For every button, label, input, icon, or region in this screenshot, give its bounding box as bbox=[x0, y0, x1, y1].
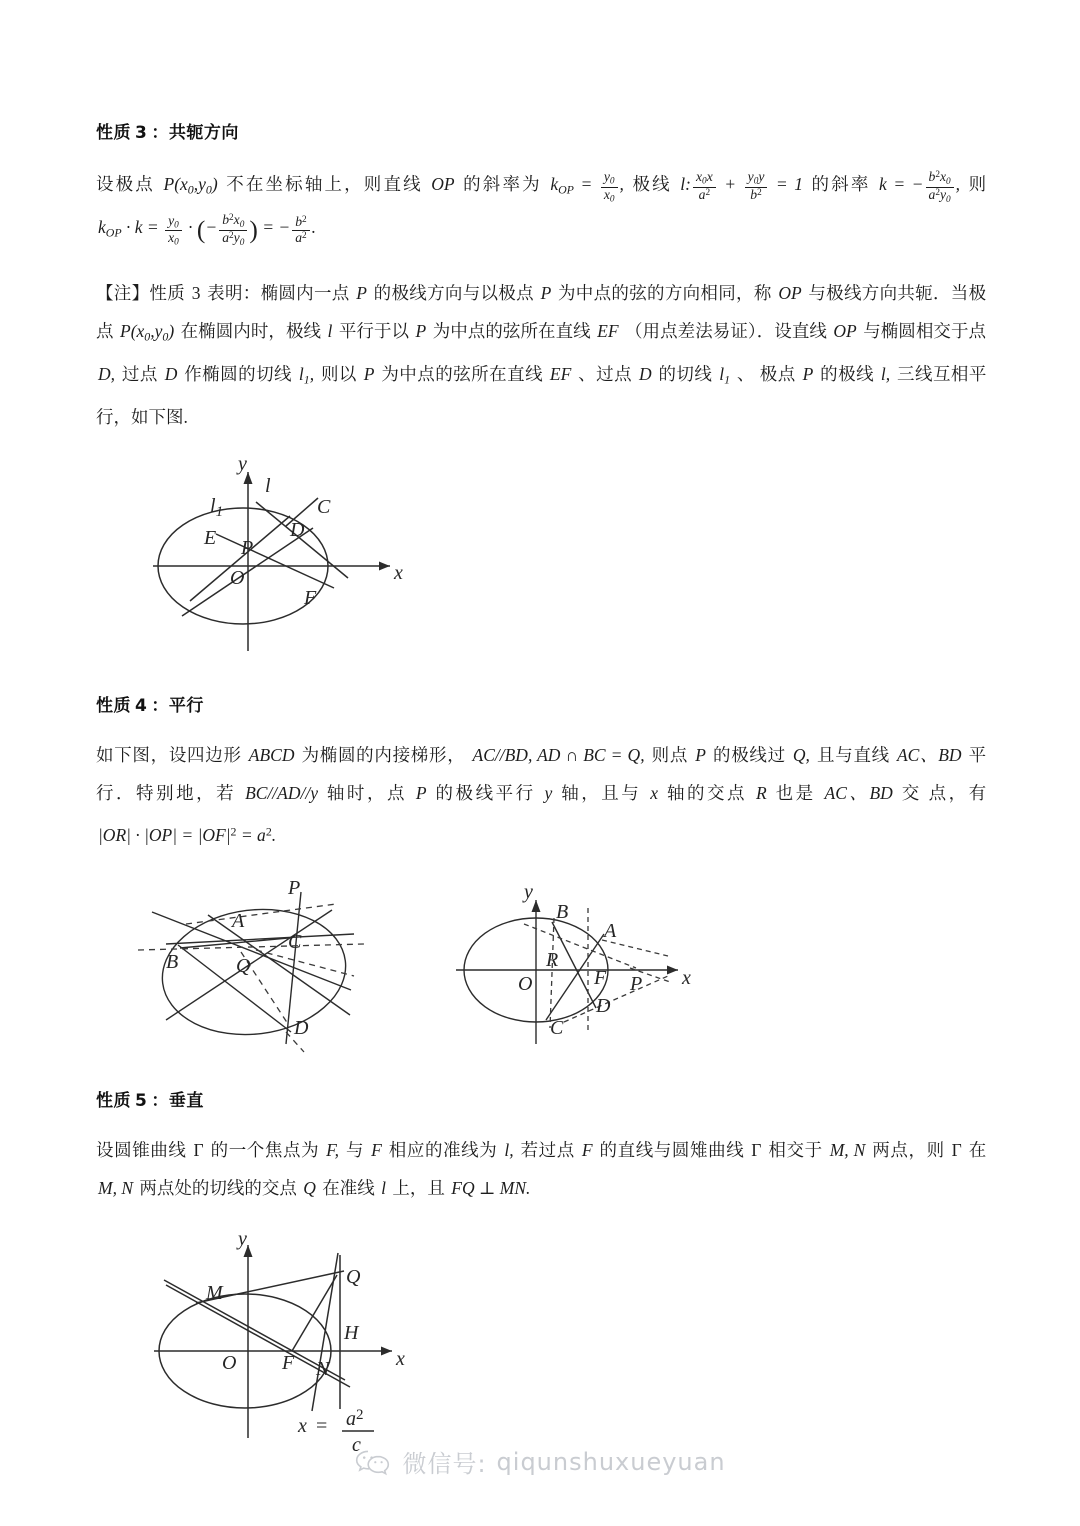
math-slope-kop: $k_{OP}$ = $\frac{y_0}{x_0}$ , bbox=[550, 169, 624, 205]
math-or-op-of: $|OR| \cdot |OP| = |OF|^2 = a^2$. bbox=[98, 824, 277, 845]
label-B: B bbox=[556, 900, 569, 923]
text-run: 设极点 bbox=[96, 174, 155, 194]
label-y: y bbox=[238, 1227, 247, 1250]
math-l: l, bbox=[880, 363, 891, 384]
text-run: 与极线方向共轭．当极点 bbox=[96, 282, 987, 341]
label-C: C bbox=[550, 1016, 564, 1039]
math-P: P bbox=[540, 282, 552, 303]
math-y: y bbox=[544, 783, 553, 804]
label-O: O bbox=[222, 1351, 237, 1374]
document-content bbox=[96, 0, 986, 1458]
label-l: l bbox=[265, 475, 271, 498]
dashed-P-to-D bbox=[564, 976, 668, 1022]
math-pole-point: $P(x_0,y_0)$ bbox=[163, 174, 218, 197]
text-run: 与 bbox=[345, 1139, 365, 1160]
text-run: 轴的交点 bbox=[666, 783, 748, 804]
math-AC-BD: AC、BD bbox=[824, 783, 893, 804]
directrix-x: x bbox=[298, 1414, 307, 1437]
label-x: x bbox=[394, 562, 403, 585]
line-AD bbox=[208, 915, 350, 1015]
label-A: A bbox=[604, 919, 617, 942]
label-y: y bbox=[524, 880, 533, 903]
text-run: 两点处的切线的交点 bbox=[139, 1177, 297, 1198]
math-gamma: Γ bbox=[951, 1139, 962, 1160]
property-4-heading bbox=[96, 691, 986, 716]
text-run: 的斜率为 bbox=[463, 174, 542, 194]
x-axis-arrow bbox=[379, 562, 390, 571]
property-5-heading-sep: ： bbox=[151, 1090, 169, 1111]
figure-conjugate-svg bbox=[138, 453, 438, 661]
label-P: P bbox=[288, 876, 301, 899]
label-B: B bbox=[166, 950, 179, 973]
text-run: 为中点的弦的方向相同，称 bbox=[558, 282, 772, 303]
math-ABCD: ABCD bbox=[248, 745, 295, 766]
math-EF: EF bbox=[597, 320, 619, 341]
text-run: 的极线平行 bbox=[435, 783, 536, 804]
text-run: 作椭圆的切线 bbox=[184, 363, 293, 384]
math-F: F bbox=[581, 1139, 593, 1160]
text-run: 平行．特别地，若 bbox=[96, 745, 987, 804]
math-slope-k: k = − $\frac{b^2x_0}{a^2y_0}$ , bbox=[879, 169, 961, 205]
property-5-paragraph bbox=[96, 1131, 986, 1207]
property-3-note-paragraph bbox=[96, 274, 986, 437]
text-run: 则以 bbox=[320, 363, 357, 384]
label-O: O bbox=[518, 972, 533, 995]
property-3-heading-sep: ： bbox=[151, 123, 169, 143]
math-parallel-cond: AC//BD, AD ∩ BC = Q, bbox=[472, 745, 645, 766]
text-run: 则 bbox=[968, 174, 987, 194]
text-run: 【注】性质 bbox=[96, 282, 186, 303]
figure-conjugate-row bbox=[138, 453, 986, 661]
math-pole-point: $P(x_0,y_0)$ bbox=[120, 320, 175, 343]
footer-label: 微信号: bbox=[402, 1450, 487, 1478]
text-run: （用点差法易证）．设直线 bbox=[625, 320, 827, 341]
text-run: 为椭圆的内接梯形， bbox=[301, 745, 466, 766]
math-P: P bbox=[695, 745, 706, 766]
label-N: N bbox=[316, 1357, 330, 1380]
text-run: 在椭圆内时，极线 bbox=[180, 320, 322, 341]
label-A: A bbox=[232, 909, 245, 932]
property-3-paragraph bbox=[96, 165, 986, 252]
dashed-P-to-A bbox=[602, 940, 668, 956]
text-run: 交 点，有 bbox=[901, 783, 987, 804]
figure-parallel-right-svg bbox=[454, 872, 724, 1052]
math-MN: M, N bbox=[829, 1139, 866, 1160]
directrix-equals: = bbox=[316, 1414, 328, 1437]
property-4-heading-title: 平行 bbox=[168, 696, 204, 717]
math-MN: M, N bbox=[98, 1177, 133, 1198]
label-F: F bbox=[282, 1351, 295, 1374]
label-Q: Q bbox=[236, 954, 251, 977]
math-l: l bbox=[381, 1177, 387, 1198]
math-F: F, bbox=[326, 1139, 339, 1160]
label-O: O bbox=[230, 567, 245, 590]
text-run: 三线互相平行，如下图. bbox=[96, 363, 987, 428]
text-run: 的极线 bbox=[820, 363, 875, 384]
math-P: P bbox=[415, 783, 427, 804]
text-run: 为中点的弦所在直线 bbox=[381, 363, 544, 384]
figure-parallel-left bbox=[136, 872, 426, 1052]
text-run: 上，且 bbox=[392, 1177, 445, 1198]
math-Q: Q bbox=[303, 1177, 316, 1198]
label-H: H bbox=[344, 1321, 359, 1344]
text-run: 的斜率 bbox=[811, 174, 871, 194]
note-number: 3 bbox=[191, 282, 201, 303]
property-5-heading bbox=[96, 1086, 986, 1111]
text-run: 在准线 bbox=[322, 1177, 375, 1198]
wechat-icon bbox=[354, 1447, 392, 1477]
text-run: 也是 bbox=[775, 783, 816, 804]
text-run: 与椭圆相交于点 bbox=[863, 320, 987, 341]
text-run: 极点 bbox=[759, 363, 796, 384]
directrix-numerator: $a^2$ bbox=[346, 1406, 364, 1430]
label-D: D bbox=[290, 519, 305, 542]
math-D: D, bbox=[98, 363, 116, 384]
property-4-heading-number: 4 bbox=[135, 696, 148, 717]
math-P: P bbox=[802, 363, 814, 384]
label-F: F bbox=[304, 587, 317, 610]
math-P: P bbox=[415, 320, 427, 341]
math-gamma: Γ bbox=[751, 1139, 762, 1160]
label-C: C bbox=[317, 496, 331, 519]
segment-FQ bbox=[292, 1275, 337, 1351]
label-P: P bbox=[241, 537, 254, 560]
figure-parallel-right bbox=[454, 872, 724, 1052]
text-run: 的一个焦点为 bbox=[210, 1139, 320, 1160]
label-E: E bbox=[204, 527, 217, 550]
property-4-heading-sep: ： bbox=[151, 696, 169, 717]
footer-watermark bbox=[0, 1444, 1080, 1479]
math-AC-BD: AC、BD bbox=[896, 745, 962, 766]
math-gamma: Γ bbox=[193, 1139, 204, 1160]
figure-conjugate bbox=[138, 453, 438, 661]
text-run: 极线 bbox=[632, 174, 672, 194]
label-y: y bbox=[238, 453, 247, 476]
text-run: 、 bbox=[736, 363, 755, 384]
math-x: x bbox=[650, 783, 659, 804]
property-5-heading-title: 垂直 bbox=[168, 1090, 204, 1111]
math-EF: EF bbox=[549, 363, 572, 384]
label-C: C bbox=[288, 930, 302, 953]
figure-parallel-row bbox=[136, 872, 986, 1052]
figure-perpendicular-row bbox=[140, 1227, 986, 1458]
text-run: 的极线过 bbox=[712, 745, 786, 766]
text-run: 的极线方向与以极点 bbox=[373, 282, 534, 303]
property-4-heading-prefix: 性质 bbox=[96, 696, 131, 717]
label-D: D bbox=[294, 1016, 309, 1039]
text-run: 不在坐标轴上，则直线 bbox=[226, 174, 423, 194]
property-3-heading bbox=[96, 118, 986, 143]
math-fq-perp-mn: FQ ⊥ MN. bbox=[451, 1177, 531, 1198]
label-l1: $l_1$ bbox=[210, 495, 224, 521]
label-R: R bbox=[546, 948, 559, 971]
math-D: D bbox=[638, 363, 652, 384]
figure-parallel-left-svg bbox=[136, 872, 426, 1052]
label-F: F bbox=[594, 966, 607, 989]
figure-parallel-right-labels bbox=[518, 881, 691, 1039]
math-P: P bbox=[363, 363, 375, 384]
property-4-paragraph bbox=[96, 736, 986, 853]
directrix-denominator: c bbox=[352, 1433, 361, 1456]
text-run: 平行于以 bbox=[338, 320, 410, 341]
text-run: 、过点 bbox=[578, 363, 633, 384]
line-BA-extended bbox=[152, 909, 351, 990]
math-l: l bbox=[327, 320, 333, 341]
math-op: OP bbox=[431, 174, 455, 194]
math-bc-ad-y: BC//AD//y bbox=[245, 783, 318, 804]
x-axis-arrow bbox=[667, 965, 678, 974]
dashed-P-to-B bbox=[524, 924, 636, 968]
figure-perpendicular-svg bbox=[140, 1227, 460, 1458]
math-OP: OP bbox=[833, 320, 857, 341]
text-run: 则点 bbox=[651, 745, 689, 766]
figure-parallel-left-labels bbox=[166, 877, 309, 1039]
math-product-identity: $k_{OP} \cdot k$ = $\frac{y_0}{x_0}$ · (− $\frac{b^2x_0}{a^2y_0}$ ) = − $\frac{b^2}{a^2}$ . bbox=[98, 212, 317, 249]
math-polar-line-eq: l: $\frac{x_0x}{a^2}$ + $\frac{y_0y}{b^2}$ = 1 bbox=[680, 169, 804, 203]
property-5-heading-prefix: 性质 bbox=[96, 1090, 131, 1111]
math-R: R bbox=[755, 783, 767, 804]
figure-conjugate-labels bbox=[203, 453, 403, 609]
property-3-heading-title: 共轭方向 bbox=[168, 123, 239, 143]
text-run: 两点，则 bbox=[872, 1139, 945, 1160]
x-axis-arrow bbox=[381, 1346, 392, 1355]
math-l: l, bbox=[504, 1139, 514, 1160]
text-run: 设圆锥曲线 bbox=[96, 1139, 187, 1160]
line-BD bbox=[178, 945, 291, 1032]
line-BC bbox=[166, 934, 354, 944]
math-l1: $l_1$ bbox=[719, 363, 731, 387]
text-run: 轴，且与 bbox=[561, 783, 642, 804]
math-P: P bbox=[356, 282, 367, 303]
math-OP: OP bbox=[778, 282, 802, 303]
label-Q: Q bbox=[346, 1265, 361, 1288]
text-run: 表明：椭圆内一点 bbox=[207, 282, 350, 303]
property-3-heading-prefix: 性质 bbox=[96, 123, 131, 143]
text-run: 过点 bbox=[121, 363, 158, 384]
text-run: 相应的准线为 bbox=[388, 1139, 498, 1160]
text-run: 的直线与圆雉曲线 bbox=[599, 1139, 745, 1160]
text-run: 如下图，设四边形 bbox=[96, 745, 242, 766]
text-run: 的切线 bbox=[658, 363, 713, 384]
text-run: 若过点 bbox=[520, 1139, 575, 1160]
text-run: 为中点的弦所在直线 bbox=[432, 320, 591, 341]
math-F: F bbox=[371, 1139, 382, 1160]
math-l1: $l_1$, bbox=[298, 363, 315, 387]
text-run: 在 bbox=[968, 1139, 987, 1160]
property-3-heading-number: 3 bbox=[135, 123, 148, 143]
label-M: M bbox=[206, 1281, 223, 1304]
label-D: D bbox=[596, 994, 611, 1017]
text-run: 且与直线 bbox=[817, 745, 890, 766]
label-P: P bbox=[630, 972, 643, 995]
property-5-heading-number: 5 bbox=[135, 1090, 148, 1111]
label-x: x bbox=[396, 1347, 405, 1370]
math-D: D bbox=[164, 363, 178, 384]
label-x: x bbox=[682, 966, 691, 989]
figure-perpendicular bbox=[140, 1227, 460, 1458]
text-run: 相交于 bbox=[768, 1139, 823, 1160]
math-Q: Q, bbox=[792, 745, 810, 766]
footer-account: qiqunshuxueyuan bbox=[496, 1447, 726, 1476]
text-run: 轴时，点 bbox=[326, 783, 407, 804]
